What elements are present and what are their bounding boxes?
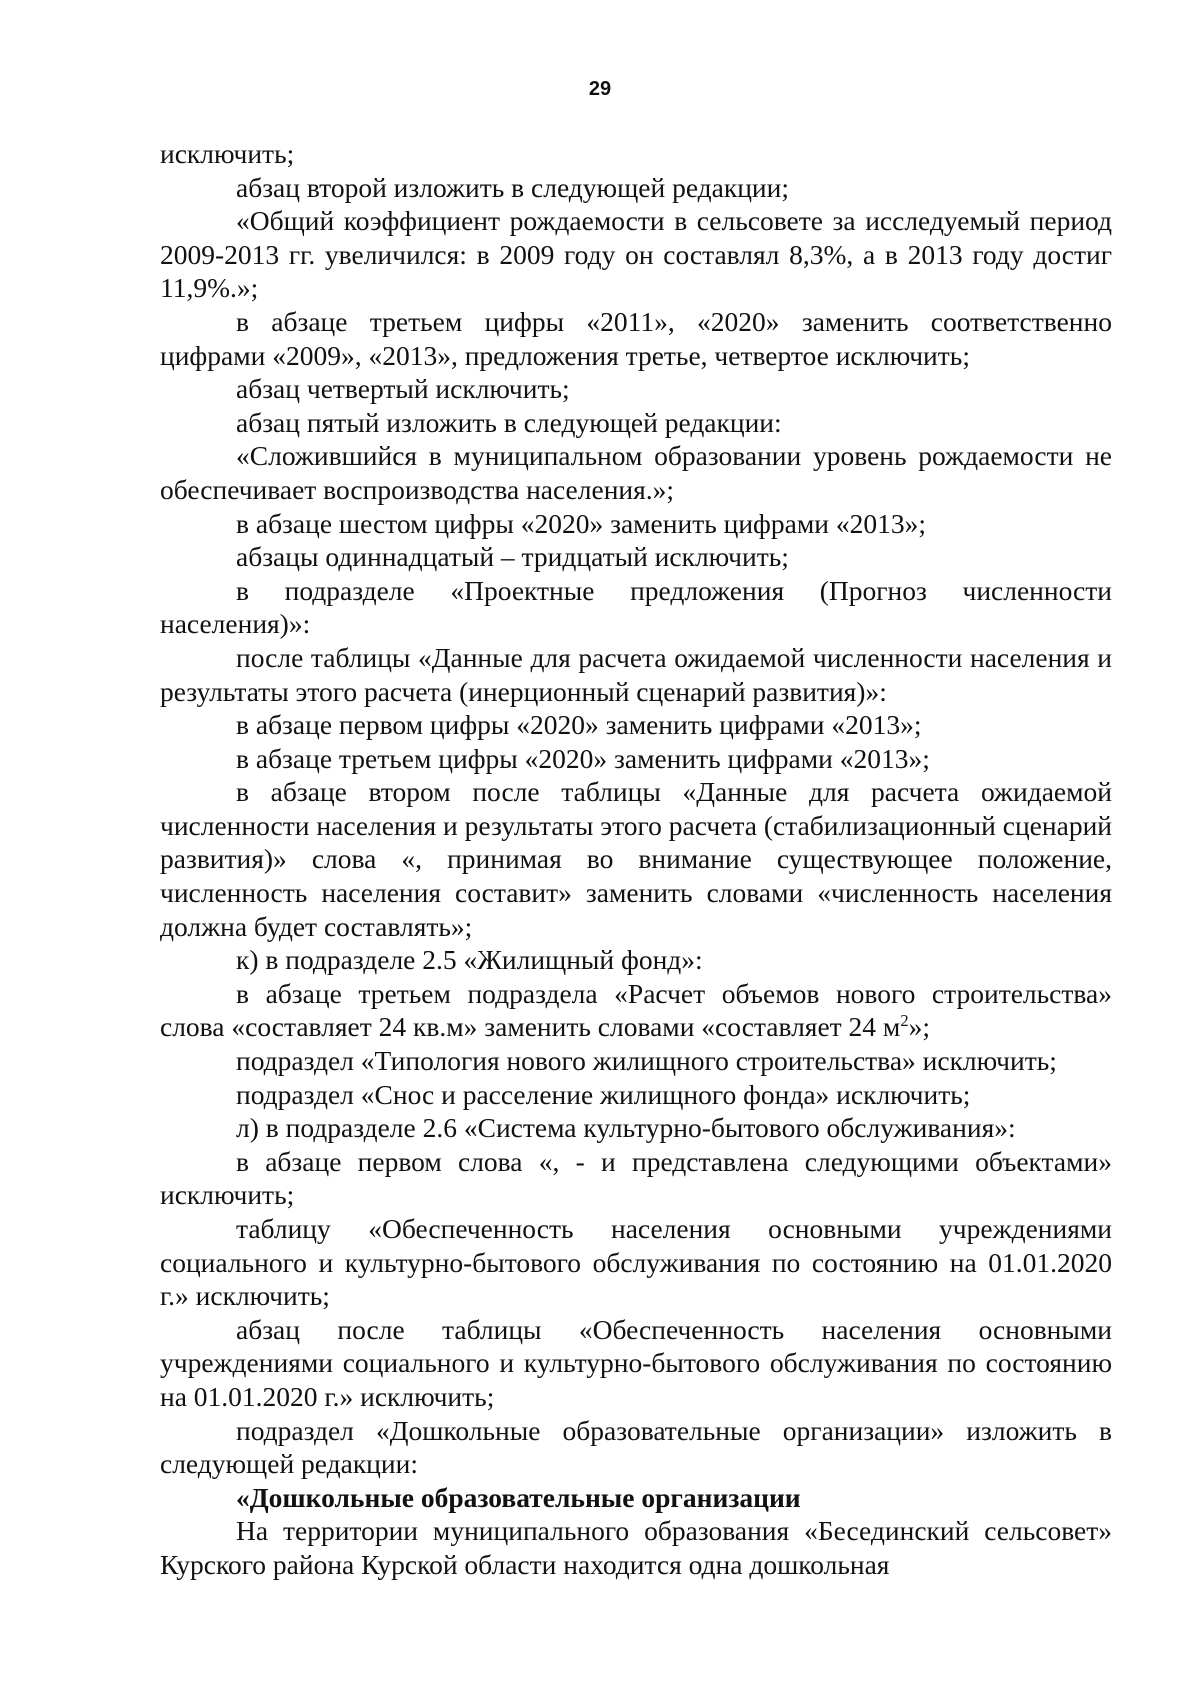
paragraph: абзац пятый изложить в следующей редакции: [236, 406, 782, 438]
page-number: 29 [588, 78, 612, 100]
paragraph-text: »; [908, 1011, 930, 1043]
paragraph: абзац второй изложить в следующей редакции; [236, 171, 790, 203]
paragraph: в абзаце втором после таблицы «Данные для расчета ожидаемой численности населения и результаты этого расчета (стабилизационный сценарий развития)» слова «, принимая во внимание существующее положение, численность населения составит» заменить словами «численность населения должна будет составлять»; [160, 776, 1112, 942]
paragraph: абзац четвертый исключить; [236, 373, 570, 405]
paragraph: в абзаце первом слова «, - и представлена следующими объектами» исключить; [160, 1145, 1112, 1211]
paragraph: На территории муниципального образования «Бесединский сельсовет» Курского района Курской области находится одна дошкольная [160, 1515, 1112, 1580]
paragraph: к) в подразделе 2.5 «Жилищный фонд»: [236, 944, 703, 976]
paragraph: таблицу «Обеспеченность населения основными учреждениями социального и культурно-бытового обслуживания по состоянию на 01.01.2020 г.» исключить; [160, 1213, 1112, 1312]
paragraph [160, 977, 1112, 1044]
section-heading: «Дошкольные образовательные организации [236, 1481, 801, 1513]
paragraph: абзацы одиннадцатый – тридцатый исключить; [236, 541, 789, 573]
paragraph: подраздел «Дошкольные образовательные организации» изложить в следующей редакции: [160, 1414, 1112, 1480]
paragraph: подраздел «Снос и расселение жилищного фонда» исключить; [236, 1078, 971, 1110]
paragraph: л) в подразделе 2.6 «Система культурно-бытового обслуживания»: [236, 1112, 1016, 1144]
paragraph: «Сложившийся в муниципальном образовании уровень рождаемости не обеспечивает воспроизводства населения.»; [160, 440, 1112, 505]
paragraph: после таблицы «Данные для расчета ожидаемой численности населения и результаты этого расчета (инерционный сценарий развития)»: [160, 641, 1112, 707]
paragraph: в абзаце шестом цифры «2020» заменить цифрами «2013»; [236, 507, 926, 539]
paragraph: «Общий коэффициент рождаемости в сельсовете за исследуемый период 2009-2013 гг. увеличился: в 2009 году он составлял 8,3%, а в 2013 году достиг 11,9%.»; [160, 205, 1112, 304]
document-body [160, 137, 1112, 1582]
paragraph: абзац после таблицы «Обеспеченность населения основными учреждениями социального и культурно-бытового обслуживания по состоянию на 01.01.2020 г.» исключить; [160, 1313, 1112, 1412]
paragraph: в абзаце третьем цифры «2020» заменить цифрами «2013»; [236, 742, 930, 774]
superscript: 2 [900, 1011, 909, 1031]
paragraph: исключить; [160, 138, 295, 169]
paragraph: в абзаце первом цифры «2020» заменить цифрами «2013»; [236, 709, 922, 741]
paragraph: подраздел «Типология нового жилищного строительства» исключить; [236, 1045, 1057, 1077]
paragraph: в абзаце третьем цифры «2011», «2020» заменить соответственно цифрами «2009», «2013», предложения третье, четвертое исключить; [160, 305, 1112, 371]
paragraph: в подразделе «Проектные предложения (Прогноз численности населения)»: [160, 574, 1112, 640]
paragraph-text: в абзаце третьем подраздела «Расчет объемов нового строительства» слова «составляет 24 кв.м» заменить словами «составляет 24 м [160, 977, 1112, 1043]
